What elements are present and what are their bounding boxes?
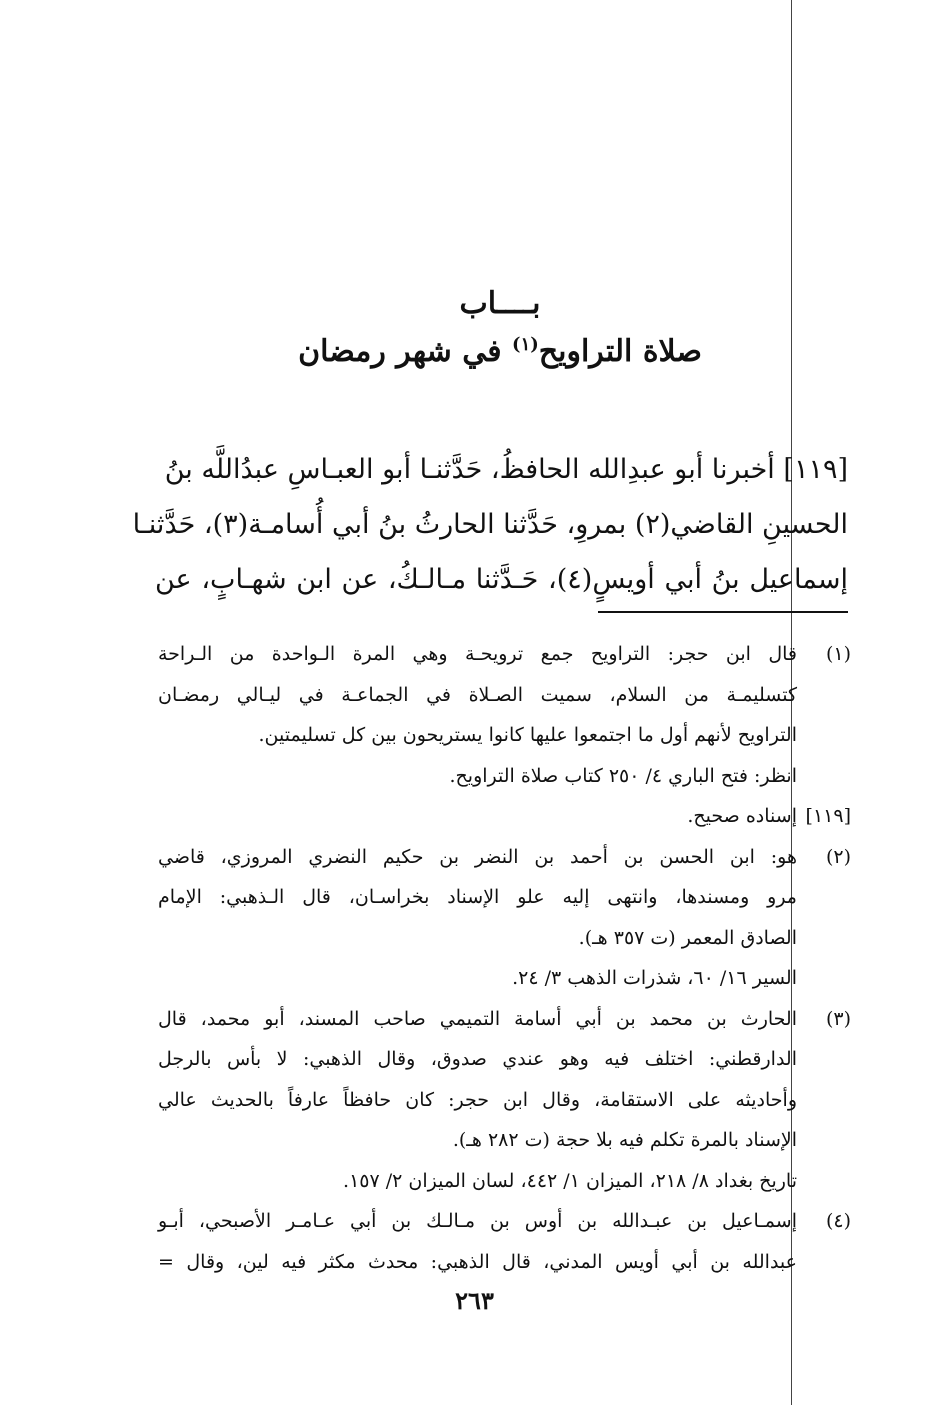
footnote-separator	[598, 611, 848, 613]
footnote-line: هو: ابن الحسن بن أحمد بن النضر بن حكيم النضري المروزي، قاضي	[158, 845, 797, 868]
chapter-title	[150, 334, 850, 369]
hadith-line: الحسينِ القاضي(٢) بمروِ، حَدَّثنا الحارثُ بنُ أبي أُسامـة(٣)، حَدَّثنـا	[132, 509, 848, 540]
footnote-2	[158, 837, 851, 999]
footnote-3	[158, 999, 851, 1202]
footnote-4	[158, 1201, 851, 1282]
hadith-text	[132, 442, 849, 607]
footnote-1	[158, 634, 851, 796]
footnote-number: (٤)	[825, 1210, 851, 1232]
footnote-number: (٢)	[825, 845, 851, 868]
hadith-line: إسماعيل بنُ أبي أويسٍ(٤)، حَـدَّثنا مـالـكُ، عن ابن شهـابٍ، عن	[155, 564, 849, 595]
footnote-line: التراويح لأنهم أول ما اجتمعوا عليها كانوا يستريحون بين كل تسليمتين.	[258, 724, 797, 746]
footnote-line: قال ابن حجر: التراويح جمع ترويحـة وهي المرة الـواحدة من الـراحة	[158, 643, 797, 665]
footnote-line: إسناده صحيح.	[687, 805, 797, 827]
hadith-line: [١١٩] أخبرنا أبو عبدِالله الحافظُ، حَدَّثنـا أبو العبـاسِ عبدُاللَّه بنُ	[164, 454, 848, 485]
footnote-line: تاريخ بغداد ٨/ ٢١٨، الميزان ١/ ٤٤٢، لسان الميزان ٢/ ١٥٧.	[343, 1169, 797, 1192]
footnote-line: الحارث بن محمد بن أبي أسامة التميمي صاحب المسند، أبو محمد، قال	[158, 1007, 797, 1030]
hadith-number: [١١٩]	[783, 454, 848, 485]
footnote-line: وأحاديثه على الاستقامة، وقال ابن حجر: كان حافظاً عارفاً بالحديث عالي	[158, 1088, 797, 1111]
footnote-line: كتسليمـة من السلام، سميت الصـلاة في الجماعـة في ليـالي رمضـان	[158, 683, 797, 706]
footnote-number: (١)	[825, 643, 851, 665]
footnote-line: الصادق المعمر (ت ٣٥٧ هـ).	[578, 926, 797, 949]
page-number: ٢٦٣	[455, 1286, 494, 1315]
chapter-title-rest: في شهر رمضان	[298, 334, 502, 369]
footnote-line: الدارقطني: اختلف فيه وهو عندي صدوق، وقال الذهبي: لا بأس بالرجل	[158, 1048, 797, 1070]
chapter-title-text: صلاة التراويح	[538, 334, 702, 369]
footnote-line: السير ١٦/ ٦٠، شذرات الذهب ٣/ ٢٤.	[512, 967, 797, 989]
footnote-line: مرو ومسندها، وانتهى إليه علو الإسناد بخراسـان، قال الـذهبي: الإمام	[158, 886, 797, 908]
footnote-119	[158, 796, 851, 837]
footnote-line: إسمـاعيل بن عبـدالله بن أوس بن مـالـك بن أبي عـامـر الأصبحي، أبـو	[158, 1210, 797, 1232]
footnote-line: عبدالله بن أبي أويس المدني، قال الذهبي: محدث مكثر فيه لين، وقال =	[158, 1250, 797, 1273]
footnote-line: انظر: فتح الباري ٤/ ٢٥٠ كتاب صلاة التراويح.	[449, 764, 797, 787]
chapter-label: بــــاب	[459, 286, 541, 321]
footnote-line: الإسناد بالمرة تكلم فيه بلا حجة (ت ٢٨٢ هـ).	[452, 1129, 797, 1151]
footnote-number: [١١٩]	[805, 805, 851, 827]
footnotes	[158, 634, 851, 1282]
footnote-number: (٣)	[825, 1007, 851, 1030]
chapter-title-footnote-ref: (١)	[512, 334, 539, 355]
